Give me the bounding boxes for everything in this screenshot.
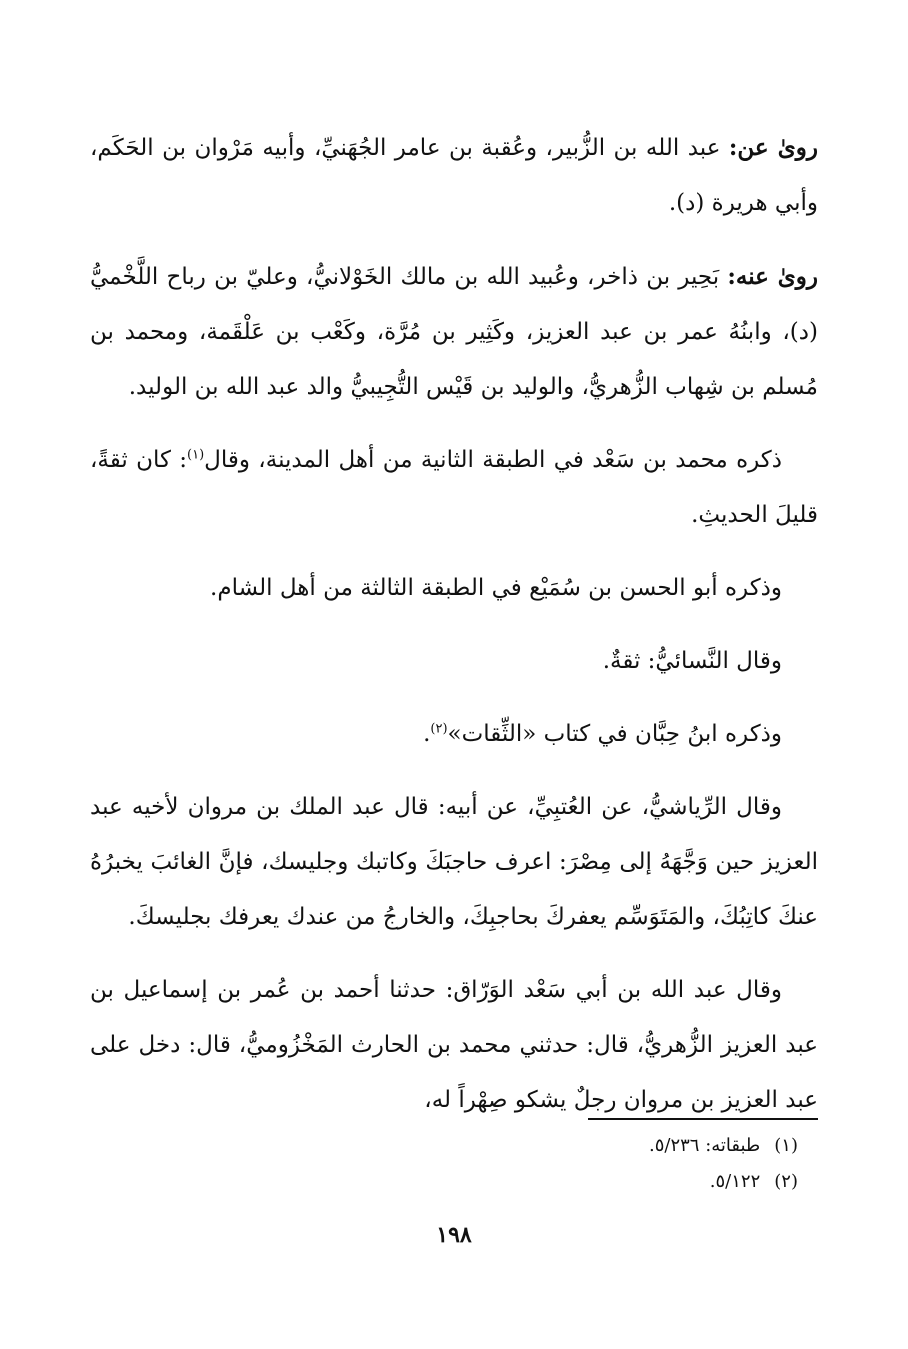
page-number: ١٩٨ [436, 1222, 472, 1248]
main-text [90, 120, 818, 1146]
footnote-text: طبقاته: ٥/٢٣٦. [648, 1135, 761, 1156]
paragraph-narrators-to [90, 249, 818, 415]
paragraph-text: وقال النَّسائيُّ: ثقةٌ. [602, 648, 782, 674]
footnote-1 [90, 1128, 798, 1164]
paragraph-text: ذكره محمد بن سَعْد في الطبقة الثانية من أهل المدينة، وقال [204, 447, 782, 473]
footnotes [90, 1128, 798, 1200]
footnote-ref-1[interactable]: (١) [187, 447, 205, 463]
paragraph-text: وقال الرِّياشيُّ، عن العُتبِيِّ، عن أبيه: قال عبد الملك بن مروان لأخيه عبد العزيز حين وَجَّهَهُ إلى مِصْرَ: اعرف حاجبَكَ وكاتبك وجليسك، فإنَّ الغائبَ يخبرُهُ عنكَ كاتِبُكَ، والمَتَوَسِّم يعفركَ بحاجبِكَ، والخارجُ من عندك يعرفك بجليسكَ. [90, 794, 818, 930]
footnote-number: (٢) [774, 1171, 798, 1192]
paragraph-text: وذكره أبو الحسن بن سُمَيْع في الطبقة الثالثة من أهل الشام. [210, 575, 782, 601]
paragraph-text: عبد الله بن الزُّبير، وعُقبة بن عامر الجُهَنيِّ، وأبيه مَرْوان بن الحَكَم، وأبي هريرة (د). [90, 135, 818, 216]
paragraph-tail: : كان ثقةً، قليلَ الحديثِ. [90, 447, 818, 528]
paragraph-ibn-sad [90, 433, 818, 543]
paragraph-ibn-sumay [90, 561, 818, 616]
paragraph-text: وذكره ابنُ حِبَّان في كتاب «الثِّقات» [447, 721, 782, 747]
footnote-number: (١) [774, 1135, 798, 1156]
paragraph-tail: . [423, 721, 431, 747]
paragraph-lead: روىٰ عنه: [727, 263, 818, 290]
footnote-ref-2[interactable]: (٢) [430, 721, 448, 737]
paragraph-riyashi [90, 780, 818, 945]
paragraph-text: بَحِير بن ذاخر، وعُبيد الله بن مالك الخَوْلانيُّ، وعليّ بن رباح اللَّخْميُّ (د)، وابنُهُ عمر بن عبد العزيز، وكَثِير بن مُرَّة، وكَعْب بن عَلْقَمة، ومحمد بن مُسلم بن شِهاب الزُّهريُّ، والوليد بن قَيْس التُّجِيبيُّ والد عبد الله بن الوليد. [90, 264, 818, 400]
footnote-separator [588, 1118, 818, 1120]
paragraph-nasai [90, 634, 818, 689]
paragraph-warraq [90, 963, 818, 1128]
paragraph-text: وقال عبد الله بن أبي سَعْد الوَرّاق: حدثنا أحمد بن عُمر بن إسماعيل بن عبد العزيز الزُّهريُّ، قال: حدثني محمد بن الحارث المَخْزُوميُّ، قال: دخل على عبد العزيز بن مروان رجلٌ يشكو صِهْراً له، [90, 977, 818, 1113]
footnote-2 [90, 1164, 798, 1200]
footnote-text: ٥/١٢٢. [709, 1171, 761, 1192]
paragraph-narrators-from [90, 120, 818, 231]
paragraph-ibn-hibban [90, 707, 818, 762]
paragraph-lead: روىٰ عن: [728, 134, 818, 161]
